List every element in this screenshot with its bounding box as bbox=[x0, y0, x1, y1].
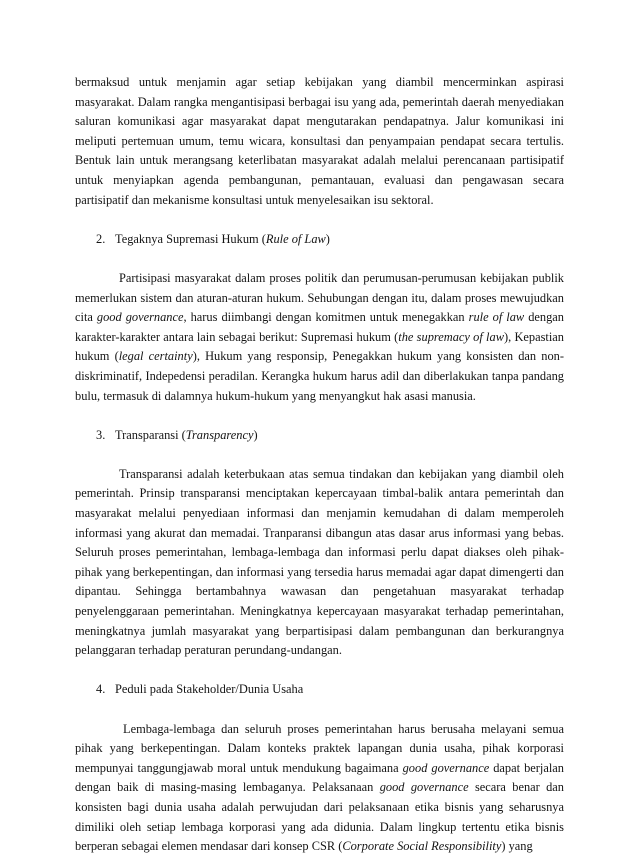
section-3-heading bbox=[75, 426, 564, 446]
section-3-title: Transparansi (Transparency) bbox=[115, 427, 258, 442]
section-4-title: Peduli pada Stakeholder/Dunia Usaha bbox=[115, 682, 304, 697]
section-3-paragraph: Transparansi adalah keterbukaan atas semua tindakan dan kebijakan yang diambil oleh pemerintah. Prinsip transparansi menciptakan kepercayaan timbal-balik antara pemerintah dan masyarakat melalui penyediaan informasi dan menjamin kemudahan di dalam memperoleh informasi yang akurat dan memadai. Tranparansi dibangun atas dasar arus informasi yang bebas. Seluruh proses pemerintahan, lembaga-lembaga dan informasi perlu dapat diakses oleh pihak-pihak yang berkepentingan, dan informasi yang tersedia harus memadai agar dapat dimengerti dan dipantau. Sehingga bertambahnya wawasan dan pengetahuan masyarakat terhadap penyelenggaraan pemerintahan. Meningkatnya kepercayaan masyarakat terhadap pemerintahan, meningkatnya jumlah masyarakat yang berpartisipasi dalam pembangunan dan berkurangnya pelanggaran terhadap peraturan perundang-undangan. bbox=[75, 466, 564, 658]
spacer bbox=[75, 661, 564, 681]
section-3-number: 3. bbox=[96, 427, 106, 442]
section-2-number: 2. bbox=[96, 231, 106, 246]
section-2-paragraph: Partisipasi masyarakat dalam proses politik dan perumusan-perumusan kebijakan publik memerlukan sistem dan aturan-aturan hukum. Sehubungan dengan itu, dalam proses mewujudkan cita good governance, harus diimbangi dengan komitmen untuk menegakkan rule of law dengan karakter-karakter antara lain sebagai berikut: Supremasi hukum (the supremacy of law), Kepastian hukum (legal certainty), Hukum yang responsip, Penegakkan hukum yang konsisten dan non-diskriminatif, Indepedensi peradilan. Kerangka hukum harus adil dan diberlakukan tanpa pandang bulu, termasuk di dalamnya hukum-hukum yang menyangkut hak asasi manusia. bbox=[75, 270, 564, 403]
section-2-heading bbox=[75, 230, 564, 250]
spacer bbox=[75, 210, 564, 230]
spacer bbox=[75, 406, 564, 426]
section-4-number: 4. bbox=[96, 682, 106, 697]
section-4-heading bbox=[75, 680, 564, 700]
section-4-paragraph: Lembaga-lembaga dan seluruh proses pemerintahan harus berusaha melayani semua pihak yang berkepentingan. Dalam konteks praktek lapangan dunia usaha, pihak korporasi mempunyai tanggungjawab moral untuk mendukung bagaimana good governance dapat berjalan dengan baik di masing-masing lembaganya. Pelaksanaan good governance secara benar dan konsisten bagi dunia usaha adalah perwujudan dari pelaksanaan etika bisnis yang seharusnya dimiliki oleh setiap lembaga korporasi yang ada didunia. Dalam lingkup tertentu etika bisnis berperan sebagai elemen mendasar dari konsep CSR (Corporate Social Responsibility) yang bbox=[75, 721, 564, 854]
intro-paragraph: bermaksud untuk menjamin agar setiap kebijakan yang diambil mencerminkan aspirasi masyarakat. Dalam rangka mengantisipasi berbagai isu yang ada, pemerintah daerah menyediakan saluran komunikasi agar masyarakat dapat mengutarakan pendapatnya. Jalur komunikasi ini meliputi pertemuan umum, temu wicara, konsultasi dan penyampaian pendapat secara tertulis. Bentuk lain untuk merangsang keterlibatan masyarakat adalah melalui perencanaan partisipatif untuk menyiapkan agenda pembangunan, pemantauan, evaluasi dan pengawasan secara partisipatif dan mekanisme konsultasi untuk menyelesaikan isu sektoral. bbox=[75, 75, 564, 207]
section-2-title: Tegaknya Supremasi Hukum (Rule of Law) bbox=[115, 231, 330, 246]
spacer bbox=[75, 249, 564, 269]
spacer bbox=[75, 700, 564, 720]
spacer bbox=[75, 445, 564, 465]
